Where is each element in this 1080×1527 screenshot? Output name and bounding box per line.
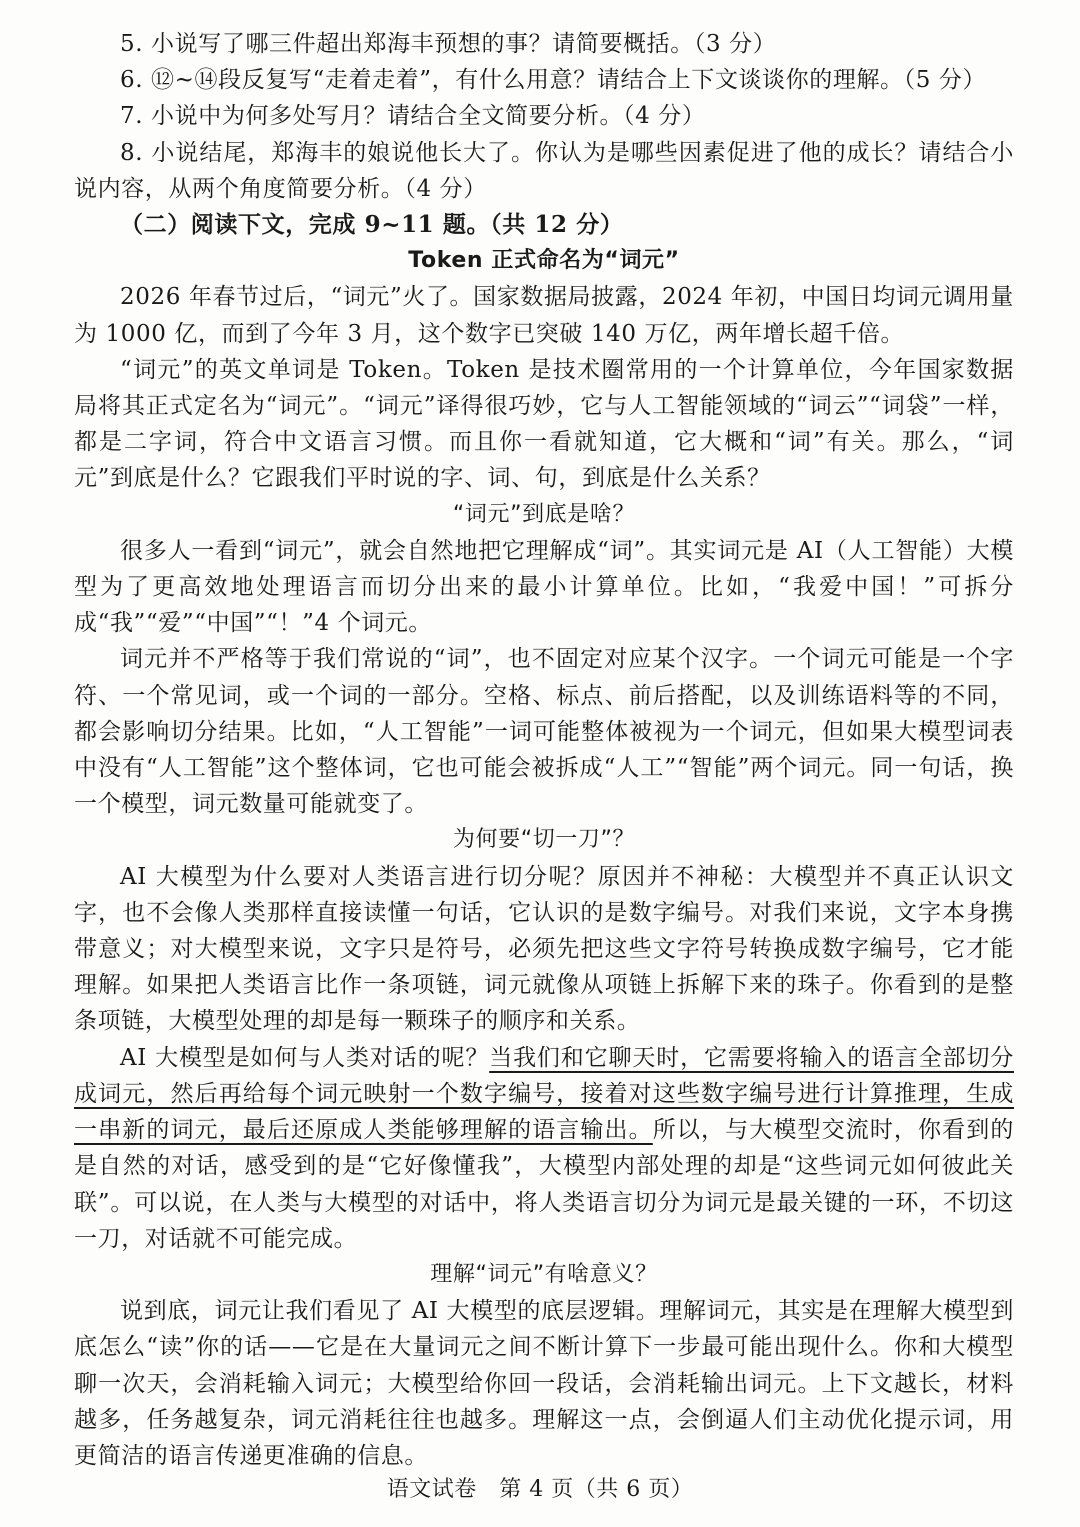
underlined-sentence: 当我们和它聊天时，它需要将输入的语言全部切分成词元，然后再给每个词元映射一个数字编号，接着对这些数字编号进行计算推理，生成一串新的词元，最后还原成人类能够理解的语言输出。: [74, 1044, 1014, 1144]
section1-paragraph-2: 词元并不严格等于我们常说的“词”，也不固定对应某个汉字。一个词元可能是一个字符、一个常见词，或一个词的一部分。空格、标点、前后搭配，以及训练语料等的不同，都会影响切分结果。比如，“人工智能”一词可能整体被视为一个词元，但如果大模型词表中没有“人工智能”这个整体词，它也可能会被拆成“人工”“智能”两个词元。同一句话，换一个模型，词元数量可能就变了。: [74, 646, 1014, 818]
intro-paragraph-2: “词元”的英文单词是 Token。Token 是技术圈常用的一个计算单位，今年国家数据局将其正式定名为“词元”。“词元”译得很巧妙，它与人工智能领域的“词云”“词袋”一样，都是二字词，符合中文语言习惯。而且你一看就知道，它大概和“词”有关。那么，“词元”到底是什么？它跟我们平时说的字、词、句，到底是什么关系？: [74, 356, 1014, 492]
section2-paragraph-2: [74, 1040, 1014, 1257]
page-content: [74, 26, 1014, 1474]
question-6: 6. ⑫~⑭段反复写“走着走着”，有什么用意？请结合上下文谈谈你的理解。（5 分）: [120, 67, 987, 94]
section2-paragraph-1: AI 大模型为什么要对人类语言进行切分呢？原因并不神秘：大模型并不真正认识文字，也不会像人类那样直接读懂一句话，它认识的是数字编号。对我们来说，文字本身携带意义；对大模型来说，文字只是符号，必须先把这些文字符号转换成数字编号，它才能理解。如果把人类语言比作一条项链，词元就像从项链上拆解下来的珠子。你看到的是整条项链，大模型处理的却是每一颗珠子的顺序和关系。: [74, 863, 1014, 1035]
question-7: 7. 小说中为何多处写月？请结合全文简要分析。（4 分）: [120, 103, 706, 130]
intro-paragraph-1: 2026 年春节过后，“词元”火了。国家数据局披露，2024 年初，中国日均词元调用量为 1000 亿，而到了今年 3 月，这个数字已突破 140 万亿，两年增长超千倍。: [74, 284, 1015, 347]
subheading-3: 理解“词元”有啥意义？: [430, 1261, 658, 1287]
subheading-1: “词元”到底是啥？: [452, 501, 636, 527]
section2-p2-tail: 所以，与大模型交流时，你看到的是自然的对话，感受到的是“它好像懂我”，大模型内部处理的却是“这些词元如何彼此关联”。可以说，在人类与大模型的对话中，将人类语言切分为词元是最关键的一环，不切这一刀，对话就不可能完成。: [74, 1117, 1014, 1252]
question-8: 8. 小说结尾，郑海丰的娘说他长大了。你认为是哪些因素促进了他的成长？请结合小说内容，从两个角度简要分析。（4 分）: [74, 139, 1014, 202]
article-title: Token 正式命名为“词元”: [408, 248, 680, 274]
section3-paragraph-1: 说到底，词元让我们看见了 AI 大模型的底层逻辑。理解词元，其实是在理解大模型到底怎么“读”你的话——它是在大量词元之间不断计算下一步最可能出现什么。你和大模型聊一次天，会消耗输入词元；大模型给你回一段话，会消耗输出词元。上下文越长，材料越多，任务越复杂，词元消耗往往也越多。理解这一点，会倒逼人们主动优化提示词，用更简洁的语言传递更准确的信息。: [74, 1298, 1014, 1469]
page-footer: 语文试卷 第 4 页（共 6 页）: [386, 1477, 694, 1502]
section2-p2-lead: AI 大模型是如何与人类对话的呢？: [120, 1044, 490, 1071]
subheading-2: 为何要“切一刀”？: [452, 827, 636, 853]
section-heading: （二）阅读下文，完成 9~11 题。（共 12 分）: [120, 211, 624, 239]
question-5: 5. 小说写了哪三件超出郑海丰预想的事？请简要概括。（3 分）: [120, 31, 777, 57]
section1-paragraph-1: 很多人一看到“词元”，就会自然地把它理解成“词”。其实词元是 AI（人工智能）大模型为了更高效地处理语言而切分出来的最小计算单位。比如，“我爱中国！”可拆分成“我”“爱”“中国”“！”4 个词元。: [74, 537, 1014, 637]
